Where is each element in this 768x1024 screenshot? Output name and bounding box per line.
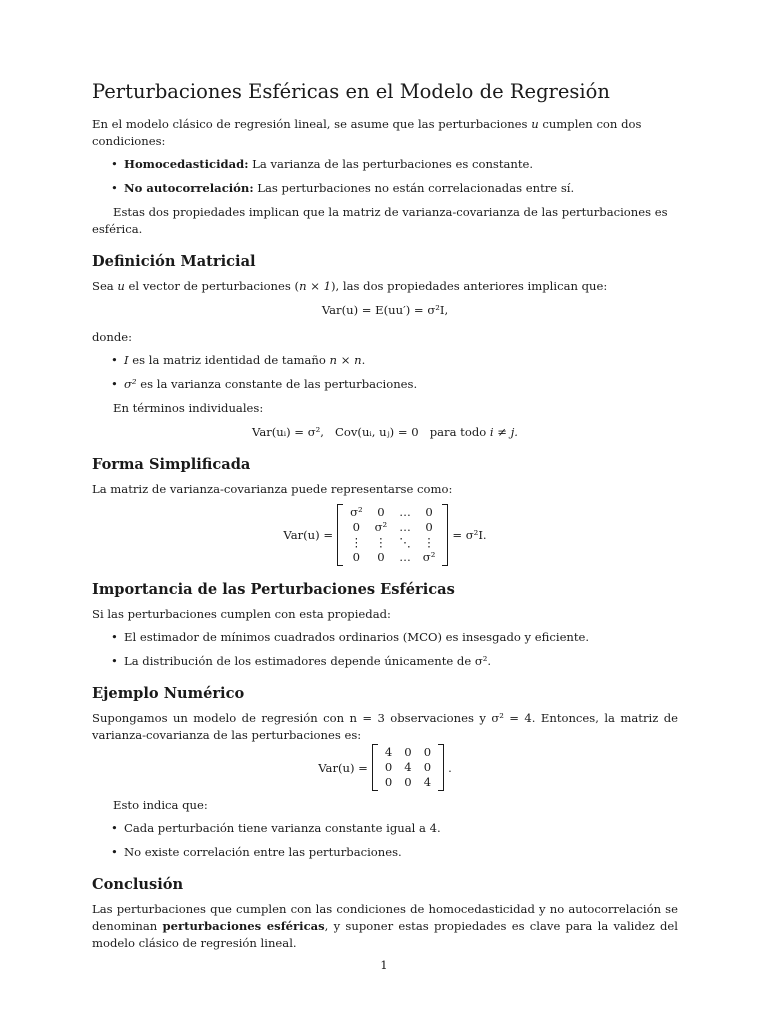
definicion-list xyxy=(92,352,678,393)
importancia-list xyxy=(92,629,678,670)
list-item: • Homocedasticidad: La varianza de las perturbaciones es constante. xyxy=(92,156,678,173)
donde-label: donde: xyxy=(92,330,133,344)
section-heading-definicion: Definición Matricial xyxy=(92,253,256,270)
matrix: σ² 0 … 0 0 σ² … 0 ⋮ ⋮ ⋱ ⋮ 0 0 … σ² xyxy=(337,504,448,566)
list-item: • El estimador de mínimos cuadrados ordinarios (MCO) es insesgado y eficiente. xyxy=(92,629,678,646)
forma-paragraph: La matriz de varianza-covarianza puede representarse como: xyxy=(92,482,453,496)
equation-individual: Var(uᵢ) = σ², Cov(uᵢ, uⱼ) = 0 para todo i ≠ j. xyxy=(252,425,518,439)
definicion-paragraph: Sea u el vector de perturbaciones (n × 1), las dos propiedades anteriores implican que: xyxy=(92,279,608,293)
intro-paragraph: En el modelo clásico de regresión lineal, se asume que las perturbaciones u cumplen con dos condiciones: xyxy=(92,117,642,148)
list-item: • σ² es la varianza constante de las perturbaciones. xyxy=(92,376,678,393)
list-item: • I es la matriz identidad de tamaño n × n. xyxy=(92,352,678,369)
equation-var: Var(u) = E(uu′) = σ²I, xyxy=(321,303,449,317)
conditions-list xyxy=(92,156,678,197)
section-heading-importancia: Importancia de las Perturbaciones Esféricas xyxy=(92,581,455,598)
list-item: • No existe correlación entre las perturbaciones. xyxy=(92,844,678,861)
document-page xyxy=(92,78,678,958)
individual-terms-label: En términos individuales: xyxy=(113,401,264,415)
page-number: 1 xyxy=(380,958,388,972)
matrix-equation-example: Var(u) = 4 0 0 0 4 0 0 0 4 . xyxy=(318,745,452,789)
intro-closing: Estas dos propiedades implican que la matriz de varianza-covarianza de las perturbaciones es esférica. xyxy=(92,205,668,236)
ejemplo-paragraph: Supongamos un modelo de regresión con n = 3 observaciones y σ² = 4. Entonces, la matriz de varianza-covarianza de las perturbaciones es: xyxy=(92,711,678,742)
ejemplo-indica: Esto indica que: xyxy=(113,798,208,812)
list-item: • La distribución de los estimadores depende únicamente de σ². xyxy=(92,653,678,670)
matrix-equation-general: Var(u) = σ² 0 … 0 0 σ² … 0 ⋮ ⋮ ⋱ ⋮ 0 0 … σ² = σ²I. xyxy=(283,505,487,564)
importancia-paragraph: Si las perturbaciones cumplen con esta propiedad: xyxy=(92,607,391,621)
page-title: Perturbaciones Esféricas en el Modelo de Regresión xyxy=(92,80,610,103)
list-item: • No autocorrelación: Las perturbaciones no están correlacionadas entre sí. xyxy=(92,180,678,197)
section-heading-ejemplo: Ejemplo Numérico xyxy=(92,685,245,702)
matrix: 4 0 0 0 4 0 0 0 4 xyxy=(372,744,444,791)
list-item: • Cada perturbación tiene varianza constante igual a 4. xyxy=(92,820,678,837)
ejemplo-list xyxy=(92,820,678,861)
conclusion-paragraph: Las perturbaciones que cumplen con las condiciones de homocedasticidad y no autocorrelación se denominan perturbaciones esféricas, y suponer estas propiedades es clave para la validez del modelo clásico de regresión lineal. xyxy=(92,902,678,950)
section-heading-conclusion: Conclusión xyxy=(92,876,184,893)
section-heading-forma: Forma Simplificada xyxy=(92,456,251,473)
